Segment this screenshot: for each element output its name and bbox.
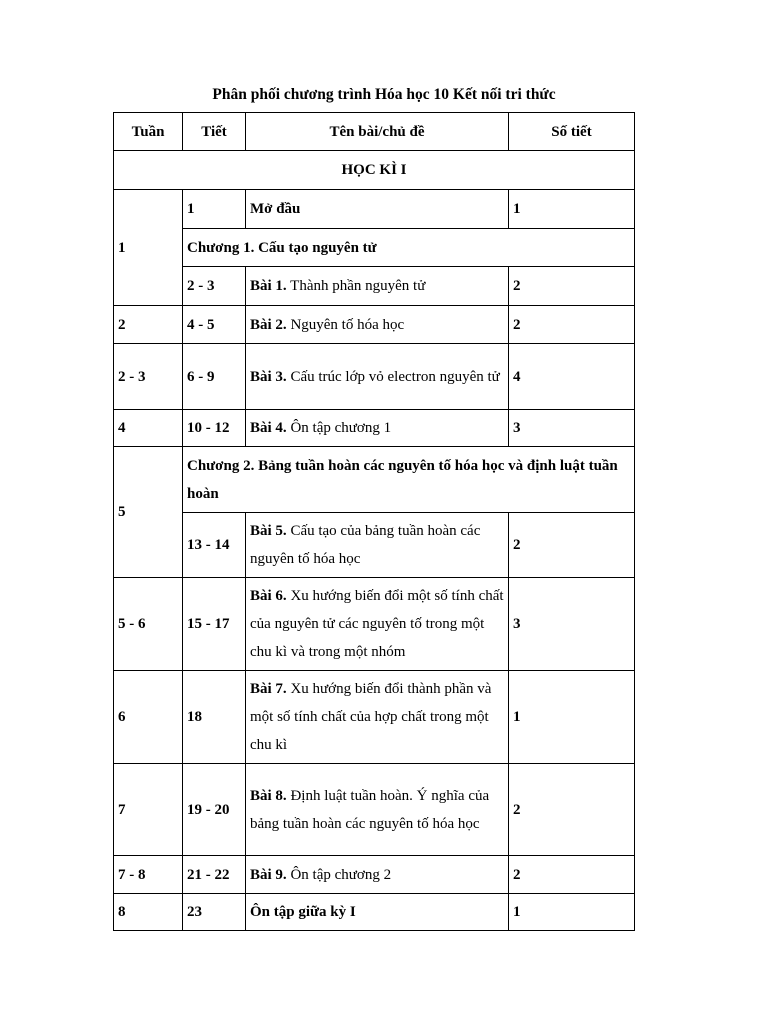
table-row bbox=[114, 894, 635, 931]
lesson-cell bbox=[246, 671, 509, 764]
lesson-number: Bài 5. bbox=[250, 523, 287, 539]
curriculum-table bbox=[113, 112, 635, 931]
lesson-cell: Ôn tập giữa kỳ I bbox=[246, 894, 509, 931]
table-row bbox=[114, 190, 635, 229]
table-row bbox=[114, 578, 635, 671]
lesson-cell bbox=[246, 764, 509, 856]
lesson-number: Bài 4. bbox=[250, 420, 287, 436]
lesson-title: Xu hướng biến đổi một số tính chất của nguyên tử các nguyên tố trong một chu kì và trong một nhóm bbox=[250, 588, 504, 660]
count-cell: 1 bbox=[509, 671, 635, 764]
period-cell: 15 - 17 bbox=[183, 578, 246, 671]
period-cell: 2 - 3 bbox=[183, 267, 246, 306]
week-cell: 5 bbox=[114, 447, 183, 578]
lesson-number: Bài 1. bbox=[250, 278, 287, 294]
period-cell: 19 - 20 bbox=[183, 764, 246, 856]
period-cell: 21 - 22 bbox=[183, 856, 246, 894]
week-cell: 2 bbox=[114, 306, 183, 344]
table-row bbox=[114, 344, 635, 410]
lesson-cell: Mở đầu bbox=[246, 190, 509, 229]
period-cell: 18 bbox=[183, 671, 246, 764]
lesson-number: Bài 6. bbox=[250, 588, 287, 604]
period-cell: 6 - 9 bbox=[183, 344, 246, 410]
period-cell: 13 - 14 bbox=[183, 513, 246, 578]
lesson-title: Ôn tập chương 2 bbox=[286, 866, 392, 883]
period-cell: 1 bbox=[183, 190, 246, 229]
table-row bbox=[114, 306, 635, 344]
count-cell: 3 bbox=[509, 410, 635, 447]
table-row bbox=[114, 856, 635, 894]
count-cell: 4 bbox=[509, 344, 635, 410]
count-cell: 2 bbox=[509, 267, 635, 306]
count-cell: 1 bbox=[509, 190, 635, 229]
period-cell: 10 - 12 bbox=[183, 410, 246, 447]
lesson-number: Bài 8. bbox=[250, 787, 287, 804]
lesson-cell bbox=[246, 578, 509, 671]
count-cell: 1 bbox=[509, 894, 635, 931]
chapter-label: Chương 1. Cấu tạo nguyên tử bbox=[183, 229, 635, 267]
table-row bbox=[114, 764, 635, 856]
header-week: Tuần bbox=[114, 113, 183, 151]
header-lesson: Tên bài/chủ đề bbox=[246, 113, 509, 151]
chapter-row bbox=[114, 447, 635, 513]
lesson-cell bbox=[246, 344, 509, 410]
lesson-title: Nguyên tố hóa học bbox=[286, 316, 405, 333]
chapter-row bbox=[114, 229, 635, 267]
count-cell: 2 bbox=[509, 513, 635, 578]
lesson-title: Cấu tạo của bảng tuần hoàn các nguyên tố hóa học bbox=[250, 523, 481, 567]
count-cell: 2 bbox=[509, 764, 635, 856]
table-header-row bbox=[114, 113, 635, 151]
header-count: Số tiết bbox=[509, 113, 635, 151]
week-cell: 1 bbox=[114, 190, 183, 306]
table-row bbox=[114, 671, 635, 764]
week-cell: 5 - 6 bbox=[114, 578, 183, 671]
lesson-cell bbox=[246, 306, 509, 344]
lesson-title: Định luật tuần hoàn. Ý nghĩa của bảng tuần hoàn các nguyên tố hóa học bbox=[250, 787, 490, 832]
header-period: Tiết bbox=[183, 113, 246, 151]
lesson-title: Cấu trúc lớp vỏ electron nguyên tử bbox=[286, 368, 500, 385]
count-cell: 3 bbox=[509, 578, 635, 671]
week-cell: 4 bbox=[114, 410, 183, 447]
semester-label: HỌC KÌ I bbox=[114, 151, 635, 190]
lesson-title: Ôn tập chương 1 bbox=[286, 420, 392, 436]
period-cell: 4 - 5 bbox=[183, 306, 246, 344]
lesson-number: Bài 2. bbox=[250, 316, 287, 333]
week-cell: 7 bbox=[114, 764, 183, 856]
period-cell: 23 bbox=[183, 894, 246, 931]
page-title: Phân phối chương trình Hóa học 10 Kết nối tri thức bbox=[212, 86, 556, 103]
count-cell: 2 bbox=[509, 306, 635, 344]
week-cell: 7 - 8 bbox=[114, 856, 183, 894]
week-cell: 6 bbox=[114, 671, 183, 764]
lesson-number: Bài 7. bbox=[250, 681, 287, 697]
table-row bbox=[114, 410, 635, 447]
lesson-title: Thành phần nguyên tử bbox=[286, 278, 426, 294]
table-row bbox=[114, 267, 635, 306]
lesson-cell bbox=[246, 856, 509, 894]
lesson-cell bbox=[246, 410, 509, 447]
lesson-cell bbox=[246, 267, 509, 306]
table-row bbox=[114, 513, 635, 578]
lesson-number: Bài 9. bbox=[250, 866, 287, 883]
week-cell: 2 - 3 bbox=[114, 344, 183, 410]
week-cell: 8 bbox=[114, 894, 183, 931]
chapter-label: Chương 2. Bảng tuần hoàn các nguyên tố hóa học và định luật tuần hoàn bbox=[183, 447, 635, 513]
lesson-title: Xu hướng biến đổi thành phần và một số tính chất của hợp chất trong một chu kì bbox=[250, 681, 492, 753]
lesson-cell bbox=[246, 513, 509, 578]
count-cell: 2 bbox=[509, 856, 635, 894]
lesson-number: Bài 3. bbox=[250, 368, 287, 385]
semester-row bbox=[114, 151, 635, 190]
